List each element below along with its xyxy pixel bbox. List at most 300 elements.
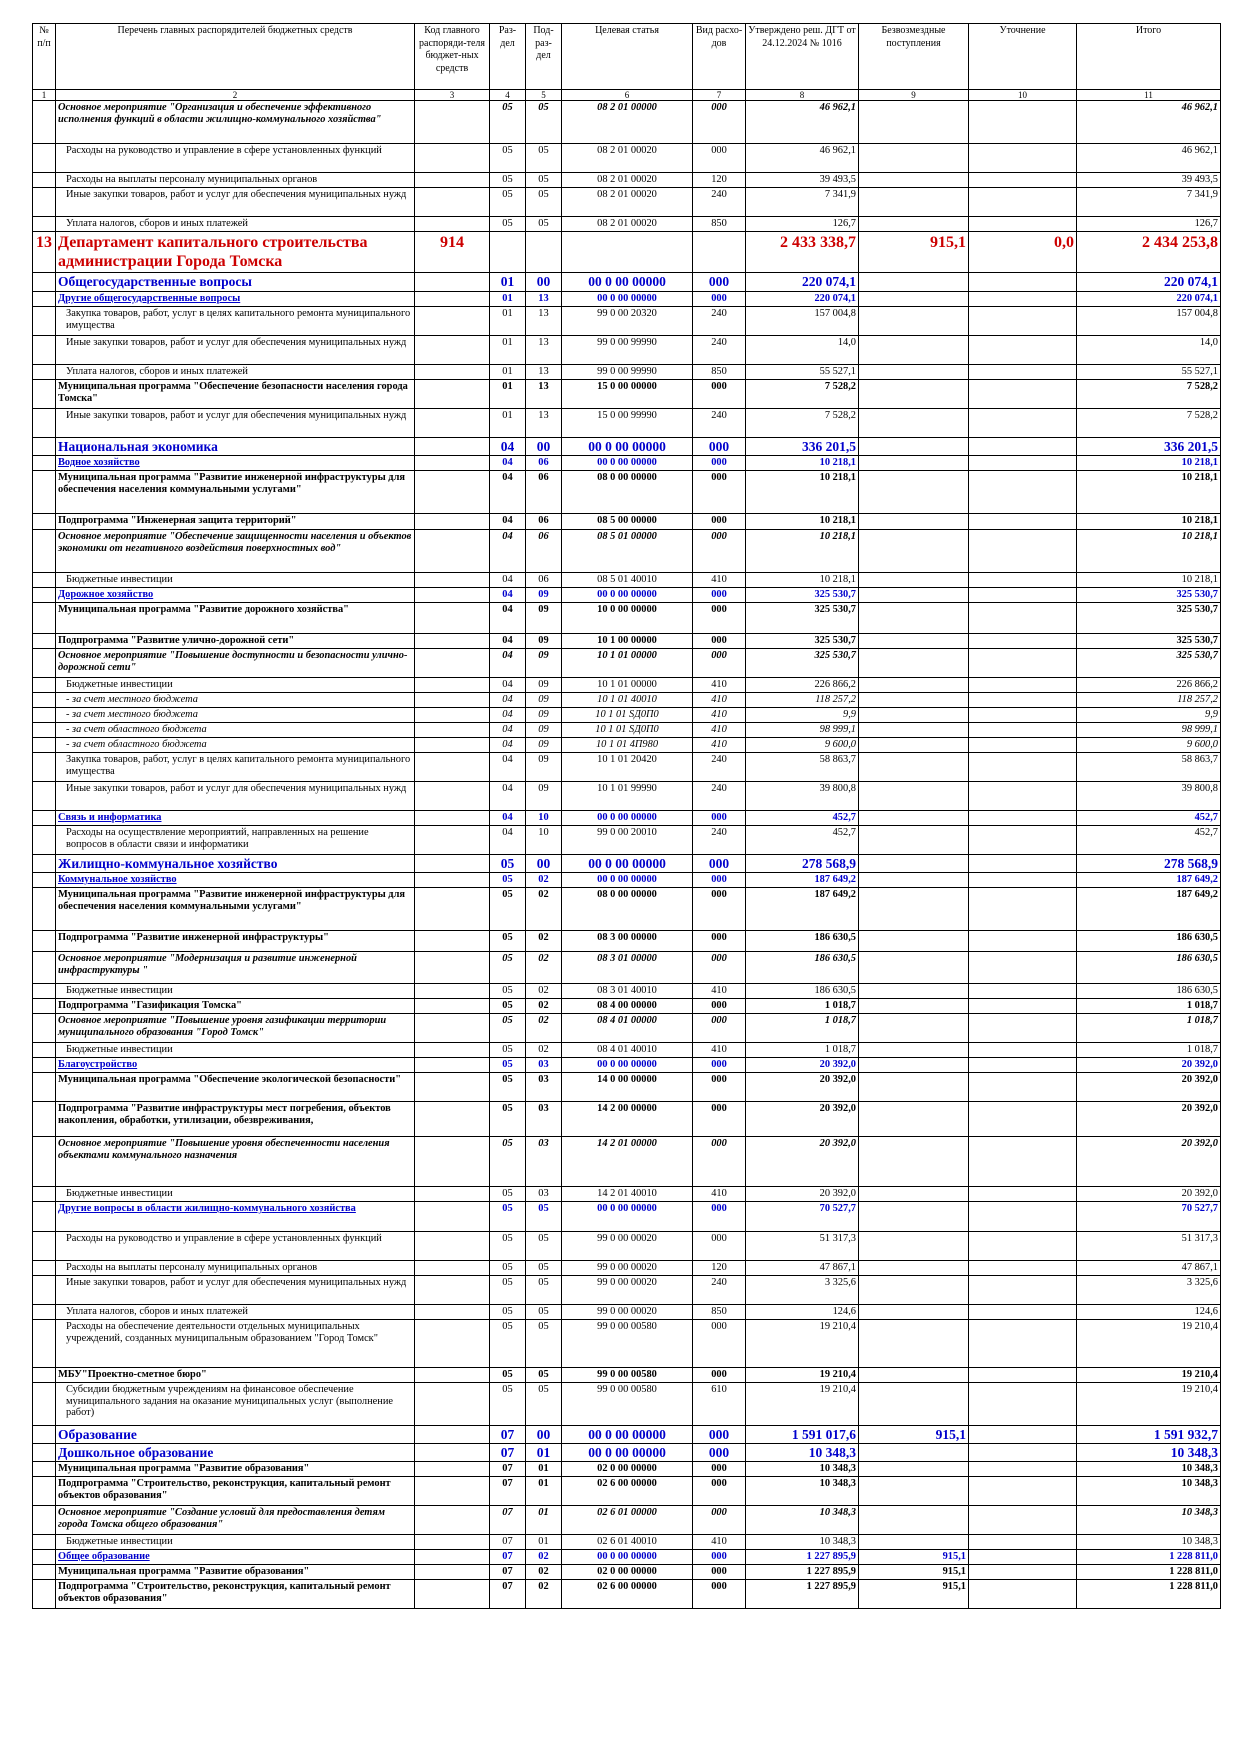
target-article-cell [562,232,693,273]
section-cell: 05 [490,217,526,232]
subsection-cell: 06 [526,514,562,530]
manager-code-cell [415,273,490,292]
column-number: 5 [526,90,562,101]
clarification-cell [969,1565,1077,1580]
gratuitous-receipts-cell [859,307,969,336]
approved-amount-cell: 20 392,0 [746,1187,859,1202]
expense-type-cell: 240 [693,826,746,855]
gratuitous-receipts-cell [859,1187,969,1202]
expense-type-cell: 240 [693,782,746,811]
section-cell: 04 [490,471,526,514]
section-cell: 05 [490,1058,526,1073]
approved-amount-cell: 19 210,4 [746,1320,859,1368]
target-article-cell: 10 1 01 00000 [562,649,693,678]
expense-type-cell: 000 [693,634,746,649]
approved-amount-cell: 226 866,2 [746,678,859,693]
expense-type-cell: 120 [693,173,746,188]
target-article-cell: 00 0 00 00000 [562,292,693,307]
clarification-cell [969,1444,1077,1462]
row-number-cell [33,471,56,514]
clarification-cell [969,826,1077,855]
subsection-cell: 02 [526,984,562,999]
total-amount-cell: 118 257,2 [1077,693,1221,708]
approved-amount-cell: 1 227 895,9 [746,1550,859,1565]
subsection-cell: 13 [526,307,562,336]
expense-type-cell: 000 [693,811,746,826]
target-article-cell: 08 4 01 00000 [562,1014,693,1043]
approved-amount-cell: 1 018,7 [746,1014,859,1043]
table-row [33,1232,1221,1261]
target-article-cell: 10 1 01 00000 [562,678,693,693]
row-number-cell [33,1305,56,1320]
total-amount-cell: 20 392,0 [1077,1102,1221,1137]
manager-code-cell [415,1580,490,1609]
row-name-cell: Основное мероприятие "Обеспечение защищенности населения и объектов экономики от негативного воздействия поверхностных вод" [56,530,415,573]
subsection-cell: 06 [526,456,562,471]
target-article-cell: 14 0 00 00000 [562,1073,693,1102]
clarification-cell [969,380,1077,409]
section-cell: 05 [490,1043,526,1058]
expense-type-cell: 000 [693,1102,746,1137]
row-number-cell [33,1383,56,1426]
row-number-cell [33,1202,56,1232]
expense-type-cell: 610 [693,1383,746,1426]
total-amount-cell: 39 800,8 [1077,782,1221,811]
row-number-cell [33,1580,56,1609]
target-article-cell: 02 6 00 00000 [562,1477,693,1506]
row-number-cell [33,409,56,438]
total-amount-cell: 1 591 932,7 [1077,1426,1221,1444]
gratuitous-receipts-cell [859,693,969,708]
row-name-cell: Общее образование [56,1550,415,1565]
total-amount-cell: 1 018,7 [1077,1014,1221,1043]
budget-sheet [32,23,1220,1609]
section-cell: 04 [490,753,526,782]
approved-amount-cell: 10 218,1 [746,573,859,588]
approved-amount-cell: 187 649,2 [746,873,859,888]
total-amount-cell: 452,7 [1077,811,1221,826]
section-cell: 04 [490,438,526,456]
table-row [33,336,1221,365]
approved-amount-cell: 39 493,5 [746,173,859,188]
total-amount-cell: 46 962,1 [1077,101,1221,144]
row-name-cell: - за счет местного бюджета [56,693,415,708]
gratuitous-receipts-cell: 915,1 [859,1426,969,1444]
table-row [33,1426,1221,1444]
expense-type-cell: 000 [693,101,746,144]
clarification-cell [969,634,1077,649]
approved-amount-cell: 7 341,9 [746,188,859,217]
row-name-cell: - за счет местного бюджета [56,708,415,723]
row-number-cell [33,144,56,173]
target-article-cell: 14 2 00 00000 [562,1102,693,1137]
manager-code-cell [415,1276,490,1305]
gratuitous-receipts-cell [859,738,969,753]
total-amount-cell: 46 962,1 [1077,144,1221,173]
target-article-cell: 00 0 00 00000 [562,1058,693,1073]
manager-code-cell [415,753,490,782]
row-name-cell: Подпрограмма "Строительство, реконструкция, капитальный ремонт объектов образования" [56,1580,415,1609]
table-row [33,1368,1221,1383]
expense-type-cell: 240 [693,307,746,336]
target-article-cell: 08 5 01 40010 [562,573,693,588]
subsection-cell: 03 [526,1187,562,1202]
expense-type-cell: 850 [693,365,746,380]
approved-amount-cell: 452,7 [746,826,859,855]
row-name-cell: Основное мероприятие "Модернизация и развитие инженерной инфраструктуры " [56,952,415,984]
section-cell: 04 [490,826,526,855]
target-article-cell: 00 0 00 00000 [562,811,693,826]
row-name-cell: Подпрограмма "Строительство, реконструкция, капитальный ремонт объектов образования" [56,1477,415,1506]
table-row [33,888,1221,931]
subsection-cell: 09 [526,738,562,753]
table-row [33,1043,1221,1058]
manager-code-cell [415,708,490,723]
expense-type-cell: 410 [693,1187,746,1202]
row-number-cell [33,1462,56,1477]
row-name-cell: Субсидии бюджетным учреждениям на финансовое обеспечение муниципального задания на оказание муниципальных услуг (выполнение работ) [56,1383,415,1426]
total-amount-cell: 10 218,1 [1077,530,1221,573]
subsection-cell: 05 [526,1202,562,1232]
approved-amount-cell: 1 591 017,6 [746,1426,859,1444]
clarification-cell [969,723,1077,738]
table-row [33,984,1221,999]
expense-type-cell: 000 [693,1014,746,1043]
header-row [33,24,1221,90]
gratuitous-receipts-cell [859,1462,969,1477]
manager-code-cell [415,999,490,1014]
table-row [33,588,1221,603]
approved-amount-cell: 58 863,7 [746,753,859,782]
gratuitous-receipts-cell [859,273,969,292]
expense-type-cell: 410 [693,723,746,738]
manager-code-cell [415,1368,490,1383]
total-amount-cell: 14,0 [1077,336,1221,365]
table-row [33,530,1221,573]
row-name-cell: Дошкольное образование [56,1444,415,1462]
approved-amount-cell: 325 530,7 [746,634,859,649]
section-cell: 04 [490,723,526,738]
table-row [33,1102,1221,1137]
gratuitous-receipts-cell [859,188,969,217]
total-amount-cell: 220 074,1 [1077,273,1221,292]
total-amount-cell: 124,6 [1077,1305,1221,1320]
manager-code-cell [415,380,490,409]
table-row [33,1014,1221,1043]
total-amount-cell: 1 018,7 [1077,999,1221,1014]
target-article-cell: 08 0 00 00000 [562,888,693,931]
approved-amount-cell: 39 800,8 [746,782,859,811]
manager-code-cell [415,1261,490,1276]
target-article-cell: 00 0 00 00000 [562,1444,693,1462]
total-amount-cell: 58 863,7 [1077,753,1221,782]
header-cell: Уточнение [969,24,1077,90]
section-cell: 04 [490,678,526,693]
subsection-cell: 05 [526,101,562,144]
manager-code-cell [415,1462,490,1477]
table-row [33,409,1221,438]
manager-code-cell [415,588,490,603]
subsection-cell: 10 [526,826,562,855]
gratuitous-receipts-cell [859,1073,969,1102]
manager-code-cell [415,1102,490,1137]
expense-type-cell: 000 [693,1444,746,1462]
target-article-cell: 00 0 00 00000 [562,456,693,471]
manager-code-cell [415,649,490,678]
row-name-cell: Подпрограмма "Газификация Томска" [56,999,415,1014]
section-cell: 05 [490,855,526,873]
gratuitous-receipts-cell [859,811,969,826]
gratuitous-receipts-cell [859,217,969,232]
section-cell: 05 [490,1202,526,1232]
manager-code-cell [415,530,490,573]
approved-amount-cell: 220 074,1 [746,273,859,292]
target-article-cell: 02 0 00 00000 [562,1565,693,1580]
clarification-cell [969,603,1077,634]
clarification-cell [969,782,1077,811]
subsection-cell: 05 [526,173,562,188]
gratuitous-receipts-cell [859,173,969,188]
approved-amount-cell: 325 530,7 [746,603,859,634]
header-cell: Целевая статья [562,24,693,90]
total-amount-cell: 3 325,6 [1077,1276,1221,1305]
section-cell: 07 [490,1580,526,1609]
expense-type-cell: 000 [693,1462,746,1477]
section-cell: 05 [490,873,526,888]
approved-amount-cell: 20 392,0 [746,1058,859,1073]
manager-code-cell [415,1535,490,1550]
manager-code-cell [415,1320,490,1368]
section-cell: 01 [490,273,526,292]
table-row [33,1383,1221,1426]
target-article-cell: 14 2 01 00000 [562,1137,693,1187]
approved-amount-cell: 14,0 [746,336,859,365]
target-article-cell: 08 2 01 00020 [562,217,693,232]
gratuitous-receipts-cell [859,573,969,588]
section-cell: 05 [490,144,526,173]
row-name-cell: Закупка товаров, работ, услуг в целях капитального ремонта муниципального имущества [56,307,415,336]
expense-type-cell: 410 [693,678,746,693]
row-name-cell: Национальная экономика [56,438,415,456]
target-article-cell: 08 0 00 00000 [562,471,693,514]
gratuitous-receipts-cell [859,292,969,307]
target-article-cell: 00 0 00 00000 [562,855,693,873]
row-number-cell [33,603,56,634]
total-amount-cell: 98 999,1 [1077,723,1221,738]
section-cell: 07 [490,1426,526,1444]
row-number-cell [33,1565,56,1580]
clarification-cell [969,144,1077,173]
table-row [33,826,1221,855]
total-amount-cell: 1 228 811,0 [1077,1550,1221,1565]
row-name-cell: Другие общегосударственные вопросы [56,292,415,307]
target-article-cell: 10 1 00 00000 [562,634,693,649]
clarification-cell [969,588,1077,603]
manager-code-cell [415,888,490,931]
total-amount-cell: 187 649,2 [1077,873,1221,888]
row-name-cell: Муниципальная программа "Развитие образования" [56,1462,415,1477]
subsection-cell: 05 [526,188,562,217]
total-amount-cell: 20 392,0 [1077,1137,1221,1187]
clarification-cell [969,888,1077,931]
subsection-cell: 05 [526,1261,562,1276]
section-cell: 01 [490,365,526,380]
table-row [33,471,1221,514]
approved-amount-cell: 186 630,5 [746,984,859,999]
clarification-cell [969,273,1077,292]
row-number-cell [33,1506,56,1535]
section-cell: 04 [490,708,526,723]
clarification-cell [969,573,1077,588]
subsection-cell: 13 [526,380,562,409]
row-name-cell: Основное мероприятие "Повышение уровня обеспеченности населения объектами коммунального назначения [56,1137,415,1187]
approved-amount-cell: 70 527,7 [746,1202,859,1232]
table-row [33,144,1221,173]
gratuitous-receipts-cell [859,1368,969,1383]
manager-code-cell [415,1444,490,1462]
target-article-cell: 10 1 01 SД0П0 [562,723,693,738]
row-number-cell [33,723,56,738]
header-cell: Безвозмездные поступления [859,24,969,90]
target-article-cell: 99 0 00 99990 [562,336,693,365]
row-name-cell: Расходы на выплаты персоналу муниципальных органов [56,1261,415,1276]
subsection-cell: 09 [526,753,562,782]
manager-code-cell [415,456,490,471]
gratuitous-receipts-cell [859,931,969,952]
gratuitous-receipts-cell [859,1261,969,1276]
row-name-cell: Коммунальное хозяйство [56,873,415,888]
table-row [33,273,1221,292]
row-number-cell [33,1187,56,1202]
row-name-cell: Расходы на руководство и управление в сфере установленных функций [56,144,415,173]
row-name-cell: Муниципальная программа "Обеспечение экологической безопасности" [56,1073,415,1102]
target-article-cell: 15 0 00 99990 [562,409,693,438]
header-cell: Перечень главных распорядителей бюджетных средств [56,24,415,90]
total-amount-cell: 20 392,0 [1077,1073,1221,1102]
table-row [33,188,1221,217]
row-name-cell: Бюджетные инвестиции [56,1043,415,1058]
total-amount-cell: 10 218,1 [1077,456,1221,471]
clarification-cell [969,649,1077,678]
expense-type-cell: 240 [693,336,746,365]
total-amount-cell: 157 004,8 [1077,307,1221,336]
manager-code-cell [415,173,490,188]
manager-code-cell [415,1137,490,1187]
subsection-cell: 02 [526,999,562,1014]
manager-code-cell [415,855,490,873]
expense-type-cell: 000 [693,952,746,984]
clarification-cell [969,292,1077,307]
total-amount-cell: 10 348,3 [1077,1506,1221,1535]
column-number: 7 [693,90,746,101]
expense-type-cell: 000 [693,471,746,514]
target-article-cell: 08 5 00 00000 [562,514,693,530]
approved-amount-cell: 20 392,0 [746,1137,859,1187]
budget-table [32,23,1221,1609]
target-article-cell: 08 2 01 00020 [562,188,693,217]
table-row [33,292,1221,307]
row-name-cell: Уплата налогов, сборов и иных платежей [56,217,415,232]
subsection-cell: 05 [526,1320,562,1368]
total-amount-cell: 70 527,7 [1077,1202,1221,1232]
approved-amount-cell: 10 348,3 [746,1462,859,1477]
gratuitous-receipts-cell [859,634,969,649]
gratuitous-receipts-cell [859,782,969,811]
section-cell: 04 [490,588,526,603]
subsection-cell: 02 [526,888,562,931]
subsection-cell: 05 [526,1383,562,1426]
row-number-cell [33,588,56,603]
expense-type-cell: 000 [693,292,746,307]
gratuitous-receipts-cell [859,708,969,723]
manager-code-cell [415,336,490,365]
row-name-cell: Дорожное хозяйство [56,588,415,603]
row-number-cell [33,101,56,144]
gratuitous-receipts-cell [859,1305,969,1320]
approved-amount-cell: 1 227 895,9 [746,1565,859,1580]
section-cell: 05 [490,1137,526,1187]
clarification-cell [969,1305,1077,1320]
row-name-cell: Иные закупки товаров, работ и услуг для обеспечения муниципальных нужд [56,336,415,365]
total-amount-cell: 10 348,3 [1077,1535,1221,1550]
manager-code-cell [415,471,490,514]
row-name-cell: Благоустройство [56,1058,415,1073]
gratuitous-receipts-cell [859,365,969,380]
subsection-cell: 05 [526,144,562,173]
total-amount-cell: 7 341,9 [1077,188,1221,217]
subsection-cell: 09 [526,723,562,738]
total-amount-cell: 325 530,7 [1077,634,1221,649]
expense-type-cell: 000 [693,603,746,634]
gratuitous-receipts-cell [859,855,969,873]
gratuitous-receipts-cell [859,144,969,173]
gratuitous-receipts-cell [859,471,969,514]
expense-type-cell: 000 [693,514,746,530]
approved-amount-cell: 10 348,3 [746,1535,859,1550]
row-number-cell [33,1232,56,1261]
table-row [33,1202,1221,1232]
total-amount-cell: 278 568,9 [1077,855,1221,873]
approved-amount-cell: 278 568,9 [746,855,859,873]
approved-amount-cell: 19 210,4 [746,1383,859,1426]
header-cell: Раз-дел [490,24,526,90]
approved-amount-cell: 51 317,3 [746,1232,859,1261]
gratuitous-receipts-cell: 915,1 [859,1565,969,1580]
section-cell: 05 [490,1073,526,1102]
section-cell: 04 [490,649,526,678]
manager-code-cell [415,1383,490,1426]
row-number-cell [33,1261,56,1276]
target-article-cell: 00 0 00 00000 [562,873,693,888]
subsection-cell: 05 [526,1276,562,1305]
approved-amount-cell: 118 257,2 [746,693,859,708]
table-row [33,1320,1221,1368]
target-article-cell: 08 3 01 40010 [562,984,693,999]
expense-type-cell: 410 [693,693,746,708]
header-cell: Под-раз-дел [526,24,562,90]
total-amount-cell: 10 218,1 [1077,573,1221,588]
row-number-cell [33,514,56,530]
approved-amount-cell: 7 528,2 [746,409,859,438]
subsection-cell: 06 [526,471,562,514]
column-number: 3 [415,90,490,101]
table-row [33,693,1221,708]
expense-type-cell: 000 [693,1137,746,1187]
manager-code-cell [415,1565,490,1580]
row-name-cell: Бюджетные инвестиции [56,1535,415,1550]
target-article-cell: 14 2 01 40010 [562,1187,693,1202]
section-cell: 04 [490,738,526,753]
